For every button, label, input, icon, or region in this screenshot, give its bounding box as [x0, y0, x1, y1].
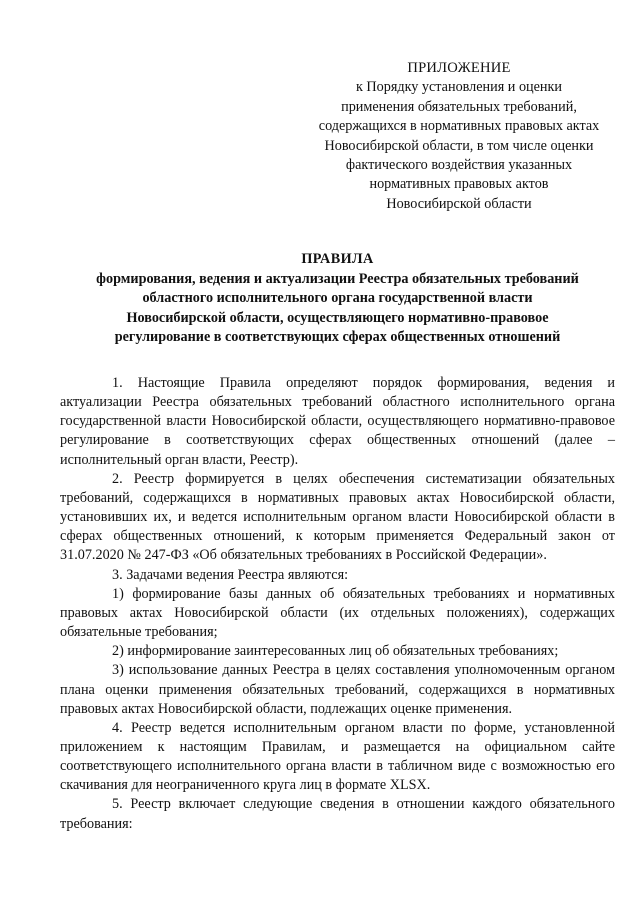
document-body: [60, 374, 615, 834]
appendix-line: применения обязательных требований,: [341, 98, 577, 115]
appendix-line: к Порядку установления и оценки: [355, 79, 563, 96]
appendix-line: нормативных правовых актов: [369, 176, 549, 193]
title-line: регулирование в соответствующих сферах общественных отношений: [114, 329, 561, 346]
appendix-line: Новосибирской области: [386, 195, 532, 212]
appendix-line: фактического воздействия указанных: [345, 157, 573, 174]
paragraph-3-item-1: 1) формирование базы данных об обязательных требованиях и нормативных правовых актах Новосибирской области (их отдельных положениях), содержащих обязательные требования;: [60, 585, 615, 641]
document-title: [60, 250, 615, 348]
paragraph-5: 5. Реестр включает следующие сведения в отношении каждого обязательного требования:: [60, 796, 615, 832]
paragraph-3-item-2: 2) информирование заинтересованных лиц об обязательных требованиях;: [112, 643, 559, 660]
appendix-block: [300, 59, 618, 214]
appendix-heading: ПРИЛОЖЕНИЕ: [407, 60, 511, 76]
title-line: Новосибирской области, осуществляющего нормативно-правовое: [126, 309, 549, 326]
appendix-line: содержащихся в нормативных правовых актах: [318, 118, 600, 135]
paragraph-2: 2. Реестр формируется в целях обеспечения систематизации обязательных требований, содержащихся в нормативных правовых актах Новосибирской области, установивших их, и ведется исполнительным органом власти Новосибирской области в сферах общественных отношений, к которым применяется Федеральный закон от 31.07.2020 № 247-ФЗ «Об обязательных требованиях в Российской Федерации».: [60, 470, 615, 564]
title-main: ПРАВИЛА: [301, 251, 374, 267]
paragraph-3: 3. Задачами ведения Реестра являются:: [112, 566, 349, 583]
paragraph-3-item-3: 3) использование данных Реестра в целях составления уполномоченным органом плана оценки применения обязательных требований, содержащихся в нормативных правовых актах Новосибирской области, подлежащих оценке применения.: [60, 662, 615, 717]
appendix-line: Новосибирской области, в том числе оценки: [324, 137, 594, 154]
paragraph-4: 4. Реестр ведется исполнительным органом власти по форме, установленной приложением к настоящим Правилам, и размещается на официальном сайте соответствующего исполнительного органа власти в табличном виде с возможностью его скачивания для неограниченного круга лиц в формате XLSX.: [60, 719, 615, 794]
title-line: областного исполнительного органа государственной власти: [142, 290, 533, 307]
title-line: формирования, ведения и актуализации Реестра обязательных требований: [96, 270, 579, 287]
paragraph-1: 1. Настоящие Правила определяют порядок формирования, ведения и актуализации Реестра обязательных требований областного исполнительного органа государственной власти Новосибирской области, осуществляющего нормативно-правовое регулирование в соответствующих сферах общественных отношений (далее – исполнительный орган власти, Реестр).: [60, 375, 615, 468]
